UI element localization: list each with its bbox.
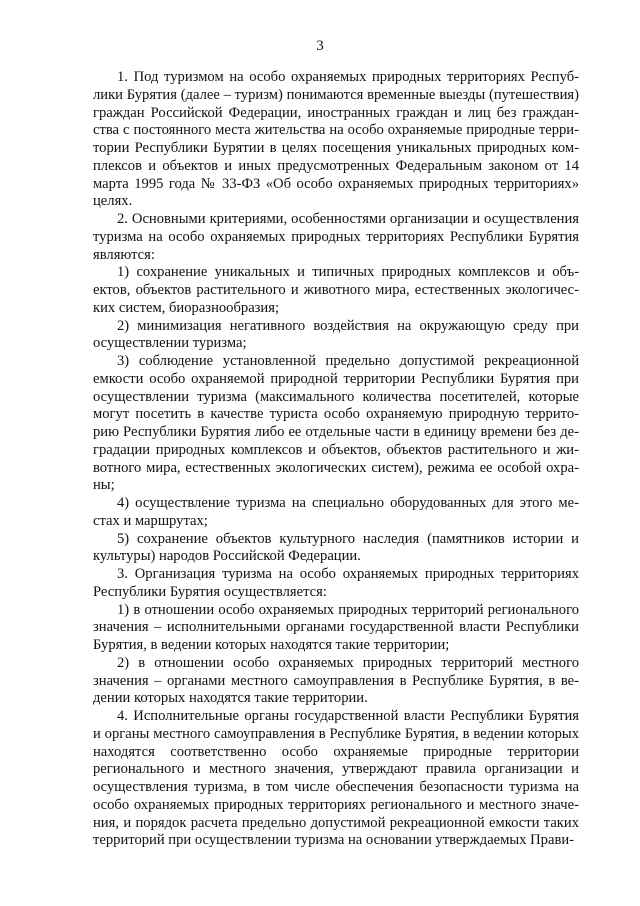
paragraph-2: 2. Основными критериями, особенностями организации и осуществления туризма на особо охраняемых природных территориях Республики Бурятия являются:: [93, 211, 579, 263]
paragraph-2-item-1: 1) сохранение уникальных и типичных природных комплексов и объектов, объектов растительного и животного мира, естественных экологических систем, биоразнообразия;: [93, 264, 579, 316]
paragraph-3-item-2: 2) в отношении особо охраняемых природных территорий местного значения – органами местного самоуправления в Республике Бурятия, в ведении которых находятся такие территории.: [93, 654, 579, 707]
paragraph-2-item-4: 4) осуществление туризма на специально оборудованных для этого местах и маршрутах;: [93, 495, 579, 529]
page-number: 3: [316, 38, 324, 54]
paragraph-3-item-1: 1) в отношении особо охраняемых природных территорий регионального значения – исполнительными органами государственной власти Республики Бурятия, в ведении которых находятся такие территории;: [93, 601, 579, 653]
paragraph-3: 3. Организация туризма на особо охраняемых природных территориях Республики Бурятия осуществляется:: [93, 566, 579, 600]
paragraph-2-item-3: 3) соблюдение установленной предельно допустимой рекреационной емкости особо охраняемой природной территории Республики Бурятия при осуществлении туризма (максимального количества посетителей, которые могут посетить в качестве туриста особо охраняемую природную территорию Республики Бурятия либо ее отдельные части в единицу времени без деградации природных комплексов и объектов, объектов растительного и животного мира, естественных экологических систем), режима ее особой охраны;: [93, 353, 579, 494]
paragraph-1: 1. Под туризмом на особо охраняемых природных территориях Республики Бурятия (далее – туризм) понимаются временные выезды (путешествия) граждан Российской Федерации, иностранных граждан и лиц без гражданства с постоянного места жительства на особо охраняемые природные территории Республики Бурятии в целях посещения уникальных природных комплексов и объектов и иных предусмотренных Федеральным законом от 14 марта 1995 года № 33-ФЗ «Об особо охраняемых природных территориях» целях.: [93, 69, 579, 210]
paragraph-2-item-5: 5) сохранение объектов культурного наследия (памятников истории и культуры) народов Российской Федерации.: [93, 530, 579, 565]
paragraph-4: 4. Исполнительные органы государственной власти Республики Бурятия и органы местного самоуправления в Республике Бурятия, в ведении которых находятся соответственно особо охраняемые природные территории регионального и местного значения, утверждают правила организации и осуществления туризма, в том числе обеспечения безопасности туризма на особо охраняемых природных территориях регионального и местного значения, и порядок расчета предельно допустимой рекреационной емкости таких территорий при осуществлении туризма на основании утверждаемых Прави-: [93, 708, 579, 849]
document-body: [93, 69, 579, 850]
paragraph-2-item-2: 2) минимизация негативного воздействия на окружающую среду при осуществлении туризма;: [93, 317, 579, 352]
